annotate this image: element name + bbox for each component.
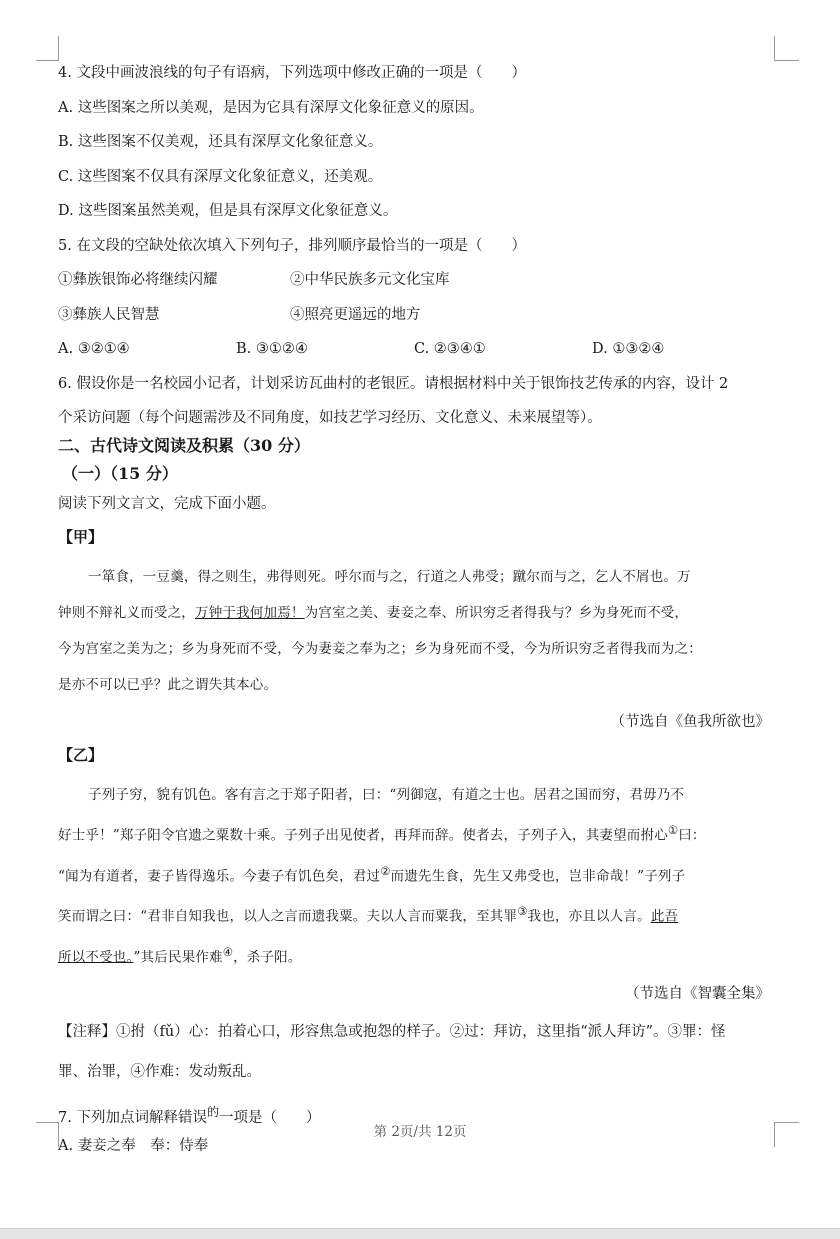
- annotation-line-2: 罪、治罪，④作难：发动叛乱。: [58, 1064, 261, 1080]
- passage-yi-line-3-post: 而遗先生食，先生又弗受也，岂非命哉！”子列子: [390, 868, 686, 884]
- passage-yi-line-1: 子列子穷，貌有饥色。客有言之于郑子阳者，曰：“列御寇，有道之士也。居君之国而穷，君毋乃不: [88, 787, 685, 803]
- passage-yi-line-3: [58, 854, 774, 895]
- sentence-4: ④照亮更遥远的地方: [290, 306, 421, 323]
- crop-mark-top-right: [774, 36, 799, 61]
- question-7-stem-post: 一项是（ ）: [219, 1109, 321, 1126]
- question-5-options: [58, 338, 774, 360]
- passage-yi-line-2-pre: 好士乎！”郑子阳令官遗之粟数十乘。子列子出见使者，再拜而辞。使者去，子列子入，其妻望而拊心: [58, 827, 668, 844]
- passage-yi-line-5: [58, 935, 774, 976]
- passage-yi-line-3-pre: “闻为有道者，妻子皆得逸乐。今妻子有饥色矣，君过: [58, 868, 381, 884]
- passage-yi-line-4-mid: 我也，亦且以人言。: [527, 908, 651, 925]
- passage-jia-line-1: 一箪食，一豆羹，得之则生，弗得则死。呼尔而与之，行道之人弗受；蹴尔而与之，乞人不屑也。万: [88, 569, 691, 585]
- section-2-subtitle: （一）（15 分）: [62, 464, 178, 483]
- passage-jia-line-2: [58, 595, 774, 631]
- window-bottom-bar: [0, 1228, 840, 1239]
- question-5-option-d: D. ①③②④: [592, 341, 665, 357]
- passage-yi-source: （节选自《智囊全集》: [625, 986, 770, 1002]
- question-5-option-b: B. ③①②④: [236, 341, 308, 357]
- question-5-option-a: A. ③②①④: [58, 341, 130, 357]
- question-6-line-2: 个采访问题（每个问题需涉及不同角度，如技艺学习经历、文化意义、未来展望等）。: [58, 410, 602, 426]
- note-marker-3: ③: [517, 905, 528, 918]
- note-marker-4: ④: [222, 945, 234, 959]
- passage-yi-line-2: [58, 813, 774, 854]
- passage-yi-label: 【乙】: [58, 746, 104, 764]
- question-6-line-1: 6. 假设你是一名校园小记者，计划采访瓦曲村的老银匠。请根据材料中关于银饰技艺传承的内容，设计 2: [58, 375, 729, 392]
- passage-jia-line-4: 是亦不可以已乎？此之谓失其本心。: [58, 677, 278, 693]
- question-5-sentences-row-2: [58, 304, 774, 326]
- question-4-option-a: A. 这些图案之所以美观，是因为它具有深厚文化象征意义的原因。: [58, 99, 484, 116]
- page-footer: 第 2页/共 12页: [373, 1124, 467, 1140]
- passage-yi-underlined-2: 所以不受也。: [58, 949, 134, 965]
- question-4-option-c: C. 这些图案不仅具有深厚文化象征意义，还美观。: [58, 168, 383, 185]
- sentence-2: ②中华民族多元文化宝库: [290, 272, 450, 288]
- passage-yi-line-5-post: ，杀子阳。: [233, 949, 302, 965]
- question-7-stem-pre: 7. 下列加点词解释错误: [58, 1109, 207, 1126]
- note-marker-1: ①: [667, 824, 679, 837]
- crop-mark-top-left: [36, 36, 59, 61]
- question-4-stem: 4. 文段中画波浪线的句子有语病，下列选项中修改正确的一项是（ ）: [58, 65, 526, 81]
- passage-yi-line-2-post: 曰：: [678, 827, 706, 844]
- passage-yi-line-5-mid: ”其后民果作难: [133, 949, 223, 965]
- question-4-option-d: D. 这些图案虽然美观，但是具有深厚文化象征意义。: [58, 203, 398, 219]
- question-7-option-a: A. 妻妾之奉 奉：侍奉: [58, 1137, 209, 1154]
- passage-jia-line-3: 今为宫室之美为之；乡为身死而不受，今为妻妾之奉为之；乡为身死而不受，今为所识穷乏者得我而为之：: [58, 641, 702, 657]
- sentence-1: ①彝族银饰必将继续闪耀: [58, 272, 218, 288]
- section-2-instruction: 阅读下列文言文，完成下面小题。: [58, 496, 276, 512]
- passage-jia-line-2-post: 为宫室之美、妻妾之奉、所识穷乏者得我与？乡为身死而不受，: [304, 605, 689, 621]
- question-5-sentences-row-1: [58, 269, 774, 291]
- passage-yi-line-4-pre: 笑而谓之曰：“君非自知我也，以人之言而遗我粟。夫以人言而粟我，至其罪: [58, 908, 518, 925]
- question-7-stem-sup: 的: [206, 1105, 220, 1119]
- sentence-3: ③彝族人民智慧: [58, 306, 160, 323]
- section-2-title: 二、古代诗文阅读及积累（30 分）: [58, 436, 310, 455]
- passage-yi-line-4: [58, 894, 774, 935]
- passage-jia-line-2-pre: 钟则不辩礼义而受之，: [58, 605, 195, 621]
- question-5-option-c: C. ②③④①: [414, 341, 486, 357]
- passage-jia-underlined: 万钟于我何加焉！: [195, 605, 305, 621]
- note-marker-2: ②: [380, 864, 391, 878]
- question-5-stem: 5. 在文段的空缺处依次填入下列句子，排列顺序最恰当的一项是（ ）: [58, 237, 526, 254]
- question-4-option-b: B. 这些图案不仅美观，还具有深厚文化象征意义。: [58, 134, 383, 150]
- passage-jia-label: 【甲】: [58, 528, 104, 546]
- passage-jia-source: （节选自《鱼我所欲也》: [610, 714, 770, 730]
- page-content: [58, 62, 774, 1157]
- passage-yi-underlined-1: 此吾: [650, 908, 679, 925]
- annotation-line-1: 【注释】①拊（fǔ）心：拍着心口，形容焦急或抱怨的样子。②过：拜访，这里指“派人拜访”。③罪：怪: [58, 1024, 726, 1040]
